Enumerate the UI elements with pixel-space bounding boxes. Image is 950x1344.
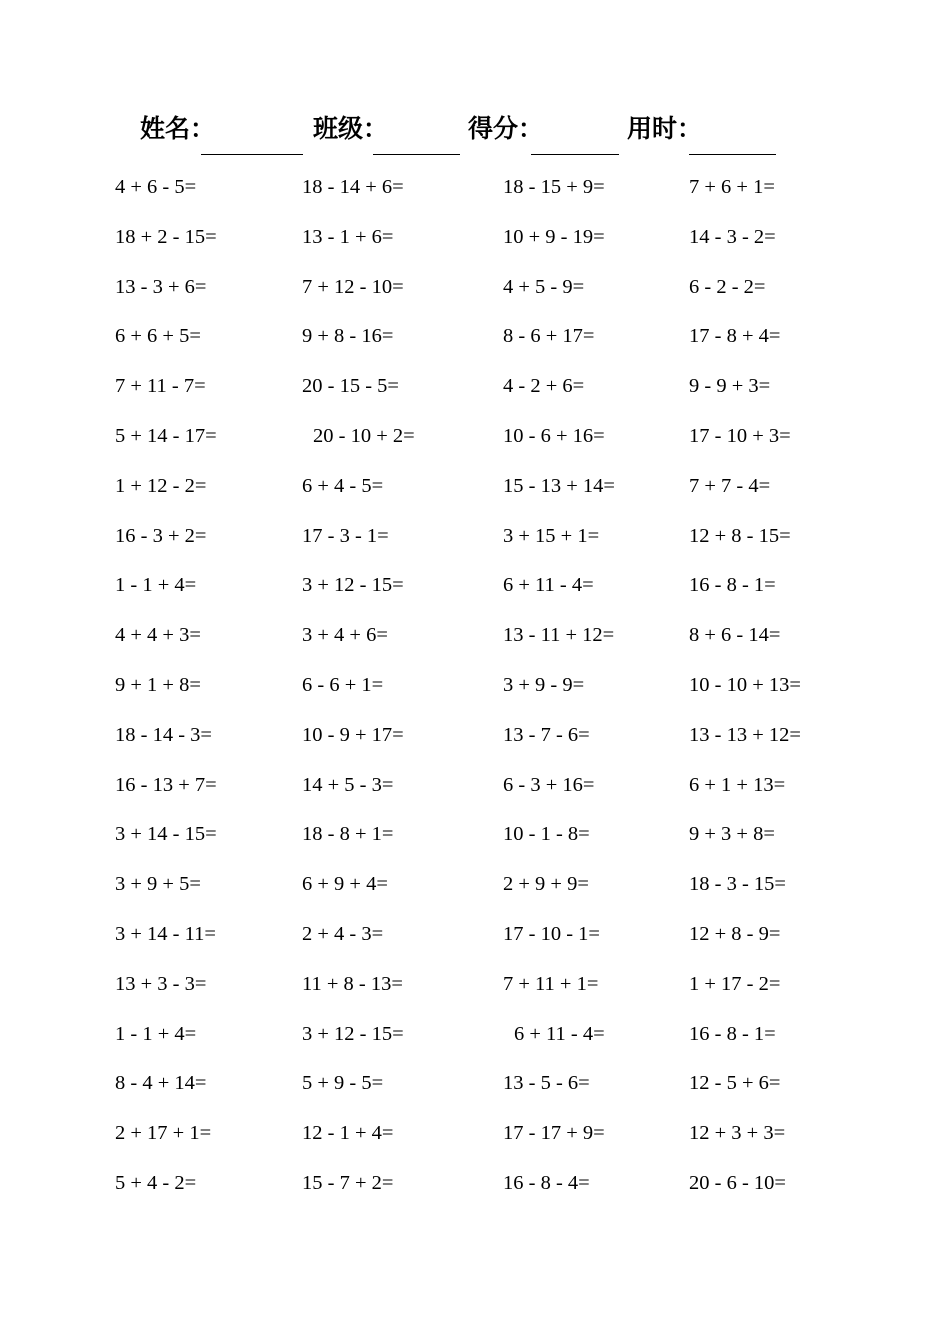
math-problem: 15 - 13 + 14= — [503, 475, 615, 497]
math-problem: 15 - 7 + 2= — [302, 1172, 394, 1194]
math-problem: 3 + 14 - 11= — [115, 923, 216, 945]
math-problem: 4 + 5 - 9= — [503, 276, 585, 298]
math-problem: 10 - 10 + 13= — [689, 674, 801, 696]
math-problem: 6 + 11 - 4= — [514, 1023, 605, 1045]
math-problem: 18 - 14 - 3= — [115, 724, 212, 746]
math-problem: 7 + 7 - 4= — [689, 475, 771, 497]
math-problem: 9 + 1 + 8= — [115, 674, 201, 696]
math-problem: 12 - 1 + 4= — [302, 1122, 394, 1144]
math-problem: 13 - 7 - 6= — [503, 724, 590, 746]
math-problem: 18 - 14 + 6= — [302, 176, 404, 198]
score-label: 得分： — [468, 114, 544, 143]
math-problem: 12 + 8 - 9= — [689, 923, 781, 945]
math-problem: 17 - 17 + 9= — [503, 1122, 605, 1144]
math-problem: 17 - 10 + 3= — [689, 425, 791, 447]
math-problem: 2 + 4 - 3= — [302, 923, 384, 945]
math-problem: 11 + 8 - 13= — [302, 973, 403, 995]
math-problem: 18 - 8 + 1= — [302, 823, 394, 845]
math-problem: 7 + 6 + 1= — [689, 176, 775, 198]
math-problem: 10 - 6 + 16= — [503, 425, 605, 447]
math-problem: 5 + 9 - 5= — [302, 1072, 384, 1094]
math-problem: 4 + 6 - 5= — [115, 176, 197, 198]
math-problem: 20 - 6 - 10= — [689, 1172, 786, 1194]
math-problem: 16 - 8 - 1= — [689, 1023, 776, 1045]
math-problem: 1 - 1 + 4= — [115, 1023, 197, 1045]
math-problem: 8 - 6 + 17= — [503, 325, 595, 347]
math-problem: 18 + 2 - 15= — [115, 226, 217, 248]
math-problem: 20 - 10 + 2= — [313, 425, 415, 447]
math-problem: 17 - 3 - 1= — [302, 525, 389, 547]
math-problem: 3 + 9 - 9= — [503, 674, 585, 696]
math-problem: 18 - 15 + 9= — [503, 176, 605, 198]
math-problem: 1 + 12 - 2= — [115, 475, 207, 497]
math-problem: 5 + 4 - 2= — [115, 1172, 197, 1194]
math-problem: 18 - 3 - 15= — [689, 873, 786, 895]
name-label: 姓名： — [140, 114, 216, 143]
math-problem: 6 - 3 + 16= — [503, 774, 595, 796]
math-problem: 10 - 1 - 8= — [503, 823, 590, 845]
math-problem: 13 + 3 - 3= — [115, 973, 207, 995]
math-problem: 14 + 5 - 3= — [302, 774, 394, 796]
math-problem: 7 + 11 + 1= — [503, 973, 599, 995]
math-problem: 16 - 8 - 1= — [689, 574, 776, 596]
math-problem: 6 + 1 + 13= — [689, 774, 786, 796]
math-problem: 8 - 4 + 14= — [115, 1072, 207, 1094]
math-problem: 17 - 10 - 1= — [503, 923, 600, 945]
math-problem: 2 + 17 + 1= — [115, 1122, 212, 1144]
math-problem: 6 + 4 - 5= — [302, 475, 384, 497]
math-problem: 6 - 6 + 1= — [302, 674, 384, 696]
math-problem: 1 + 17 - 2= — [689, 973, 781, 995]
math-problem: 13 - 1 + 6= — [302, 226, 394, 248]
math-problem: 4 + 4 + 3= — [115, 624, 201, 646]
math-problem: 9 + 3 + 8= — [689, 823, 775, 845]
math-problem: 17 - 8 + 4= — [689, 325, 781, 347]
math-problem: 16 - 3 + 2= — [115, 525, 207, 547]
math-problem: 12 + 3 + 3= — [689, 1122, 786, 1144]
math-problem: 3 + 14 - 15= — [115, 823, 217, 845]
math-problem: 3 + 9 + 5= — [115, 873, 201, 895]
math-problem: 3 + 4 + 6= — [302, 624, 388, 646]
math-problem: 6 + 6 + 5= — [115, 325, 201, 347]
time-used-label: 用时： — [627, 114, 703, 143]
math-problem: 1 - 1 + 4= — [115, 574, 197, 596]
math-problem: 5 + 14 - 17= — [115, 425, 217, 447]
math-problem: 13 - 3 + 6= — [115, 276, 207, 298]
math-problem: 13 - 11 + 12= — [503, 624, 615, 646]
math-problem: 8 + 6 - 14= — [689, 624, 781, 646]
math-problem: 3 + 12 - 15= — [302, 574, 404, 596]
math-problem: 7 + 12 - 10= — [302, 276, 404, 298]
math-problem: 12 - 5 + 6= — [689, 1072, 781, 1094]
math-problem: 13 - 13 + 12= — [689, 724, 801, 746]
math-problem: 16 - 8 - 4= — [503, 1172, 590, 1194]
math-problem: 10 + 9 - 19= — [503, 226, 605, 248]
math-problem: 9 - 9 + 3= — [689, 375, 771, 397]
math-problem: 2 + 9 + 9= — [503, 873, 589, 895]
math-problem: 14 - 3 - 2= — [689, 226, 776, 248]
math-problem: 12 + 8 - 15= — [689, 525, 791, 547]
math-problem: 4 - 2 + 6= — [503, 375, 585, 397]
math-problem: 10 - 9 + 17= — [302, 724, 404, 746]
class-label: 班级： — [313, 114, 389, 143]
math-problem: 6 + 9 + 4= — [302, 873, 388, 895]
math-problem: 13 - 5 - 6= — [503, 1072, 590, 1094]
math-problem: 9 + 8 - 16= — [302, 325, 394, 347]
math-problem: 6 - 2 - 2= — [689, 276, 766, 298]
math-problem: 16 - 13 + 7= — [115, 774, 217, 796]
math-problem: 6 + 11 - 4= — [503, 574, 594, 596]
math-problem: 3 + 15 + 1= — [503, 525, 600, 547]
math-problem: 7 + 11 - 7= — [115, 375, 206, 397]
math-problem: 20 - 15 - 5= — [302, 375, 399, 397]
math-problem: 3 + 12 - 15= — [302, 1023, 404, 1045]
